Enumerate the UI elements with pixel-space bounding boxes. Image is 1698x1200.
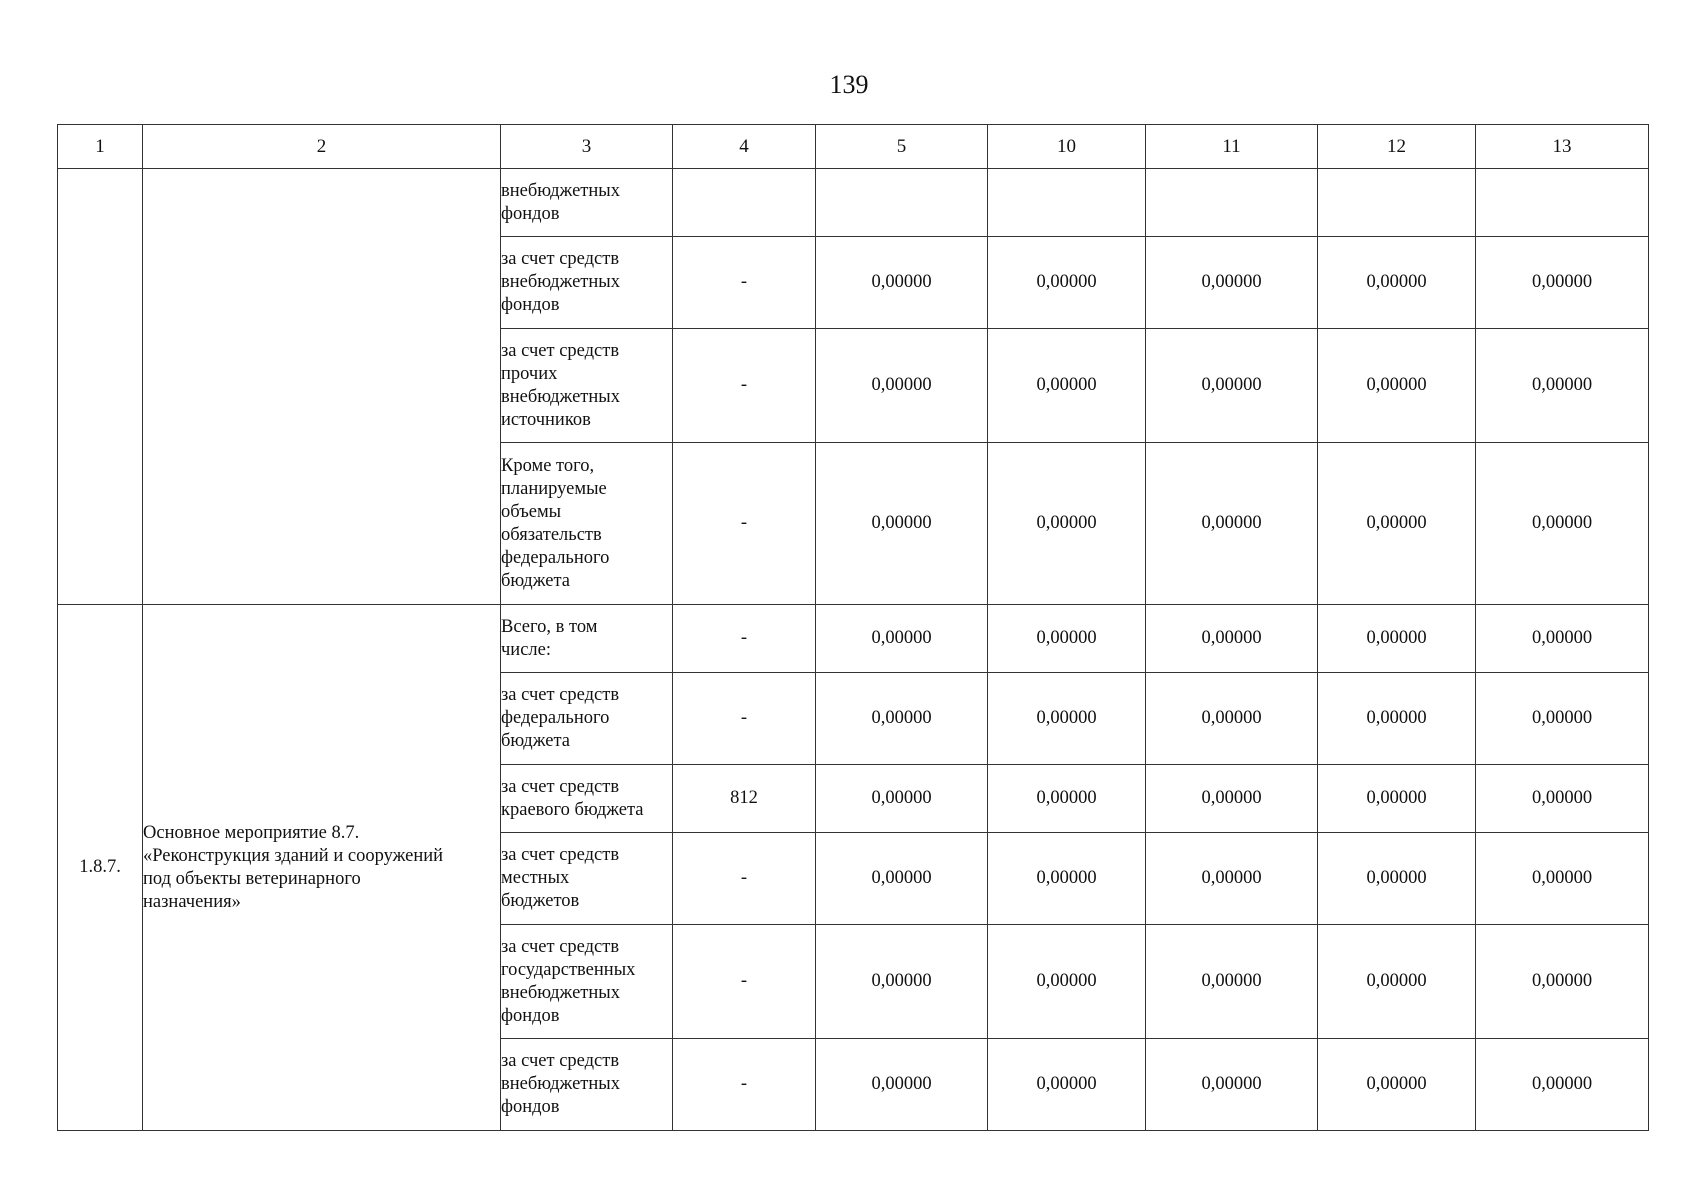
budget-table (57, 124, 1649, 1131)
amount-cell (988, 169, 1146, 237)
amount-cell: 0,00000 (1476, 1039, 1649, 1131)
budget-code-cell: - (673, 673, 816, 765)
amount-cell: 0,00000 (816, 765, 988, 833)
budget-code-cell: - (673, 443, 816, 605)
amount-cell: 0,00000 (816, 329, 988, 443)
amount-cell: 0,00000 (816, 237, 988, 329)
amount-cell: 0,00000 (1146, 765, 1318, 833)
budget-code-cell: - (673, 833, 816, 925)
amount-cell: 0,00000 (1476, 925, 1649, 1039)
amount-cell: 0,00000 (1318, 329, 1476, 443)
item-name-cell: Основное мероприятие 8.7. «Реконструкция зданий и сооружений под объекты ветеринарного назначения» (143, 605, 501, 1131)
amount-cell: 0,00000 (1476, 329, 1649, 443)
page-number: 139 (829, 70, 869, 99)
column-header: 13 (1476, 125, 1649, 169)
amount-cell: 0,00000 (1146, 443, 1318, 605)
amount-cell: 0,00000 (1146, 237, 1318, 329)
column-header: 2 (143, 125, 501, 169)
amount-cell: 0,00000 (1146, 925, 1318, 1039)
funding-source-cell: за счет средств федерального бюджета (501, 673, 673, 765)
amount-cell: 0,00000 (1318, 673, 1476, 765)
amount-cell: 0,00000 (1318, 833, 1476, 925)
column-header: 1 (58, 125, 143, 169)
budget-code-cell: - (673, 925, 816, 1039)
budget-code-cell: - (673, 237, 816, 329)
amount-cell: 0,00000 (988, 329, 1146, 443)
item-name-cell (143, 169, 501, 605)
column-header: 12 (1318, 125, 1476, 169)
amount-cell: 0,00000 (988, 237, 1146, 329)
amount-cell: 0,00000 (1146, 329, 1318, 443)
column-header: 3 (501, 125, 673, 169)
amount-cell: 0,00000 (988, 443, 1146, 605)
amount-cell: 0,00000 (1318, 605, 1476, 673)
amount-cell: 0,00000 (1146, 605, 1318, 673)
amount-cell: 0,00000 (1476, 833, 1649, 925)
amount-cell (1146, 169, 1318, 237)
funding-source-cell: за счет средств прочих внебюджетных источников (501, 329, 673, 443)
amount-cell: 0,00000 (1476, 443, 1649, 605)
amount-cell: 0,00000 (816, 443, 988, 605)
table-row (58, 169, 1649, 237)
amount-cell (816, 169, 988, 237)
column-header: 11 (1146, 125, 1318, 169)
budget-code-cell (673, 169, 816, 237)
amount-cell (1476, 169, 1649, 237)
amount-cell (1318, 169, 1476, 237)
table-row (58, 605, 1649, 673)
amount-cell: 0,00000 (1318, 443, 1476, 605)
budget-code-cell: - (673, 605, 816, 673)
funding-source-cell: Всего, в том числе: (501, 605, 673, 673)
header-row (58, 125, 1649, 169)
column-header: 10 (988, 125, 1146, 169)
amount-cell: 0,00000 (816, 605, 988, 673)
amount-cell: 0,00000 (988, 605, 1146, 673)
budget-code-cell: - (673, 1039, 816, 1131)
amount-cell: 0,00000 (1146, 673, 1318, 765)
column-header: 4 (673, 125, 816, 169)
amount-cell: 0,00000 (1318, 237, 1476, 329)
amount-cell: 0,00000 (816, 673, 988, 765)
amount-cell: 0,00000 (988, 765, 1146, 833)
amount-cell: 0,00000 (1318, 1039, 1476, 1131)
amount-cell: 0,00000 (816, 1039, 988, 1131)
funding-source-cell: внебюджетных фондов (501, 169, 673, 237)
amount-cell: 0,00000 (1476, 673, 1649, 765)
amount-cell: 0,00000 (1318, 925, 1476, 1039)
amount-cell: 0,00000 (988, 925, 1146, 1039)
funding-source-cell: за счет средств государственных внебюджетных фондов (501, 925, 673, 1039)
budget-code-cell: - (673, 329, 816, 443)
funding-source-cell: за счет средств краевого бюджета (501, 765, 673, 833)
amount-cell: 0,00000 (816, 925, 988, 1039)
amount-cell: 0,00000 (988, 673, 1146, 765)
item-number-cell: 1.8.7. (58, 605, 143, 1131)
amount-cell: 0,00000 (1476, 765, 1649, 833)
amount-cell: 0,00000 (1476, 237, 1649, 329)
amount-cell: 0,00000 (988, 833, 1146, 925)
amount-cell: 0,00000 (988, 1039, 1146, 1131)
amount-cell: 0,00000 (1476, 605, 1649, 673)
amount-cell: 0,00000 (1318, 765, 1476, 833)
item-number-cell (58, 169, 143, 605)
amount-cell: 0,00000 (816, 833, 988, 925)
funding-source-cell: Кроме того, планируемые объемы обязательств федерального бюджета (501, 443, 673, 605)
table-body (58, 169, 1649, 1131)
amount-cell: 0,00000 (1146, 1039, 1318, 1131)
budget-code-cell: 812 (673, 765, 816, 833)
column-header: 5 (816, 125, 988, 169)
funding-source-cell: за счет средств внебюджетных фондов (501, 1039, 673, 1131)
funding-source-cell: за счет средств местных бюджетов (501, 833, 673, 925)
funding-source-cell: за счет средств внебюджетных фондов (501, 237, 673, 329)
amount-cell: 0,00000 (1146, 833, 1318, 925)
